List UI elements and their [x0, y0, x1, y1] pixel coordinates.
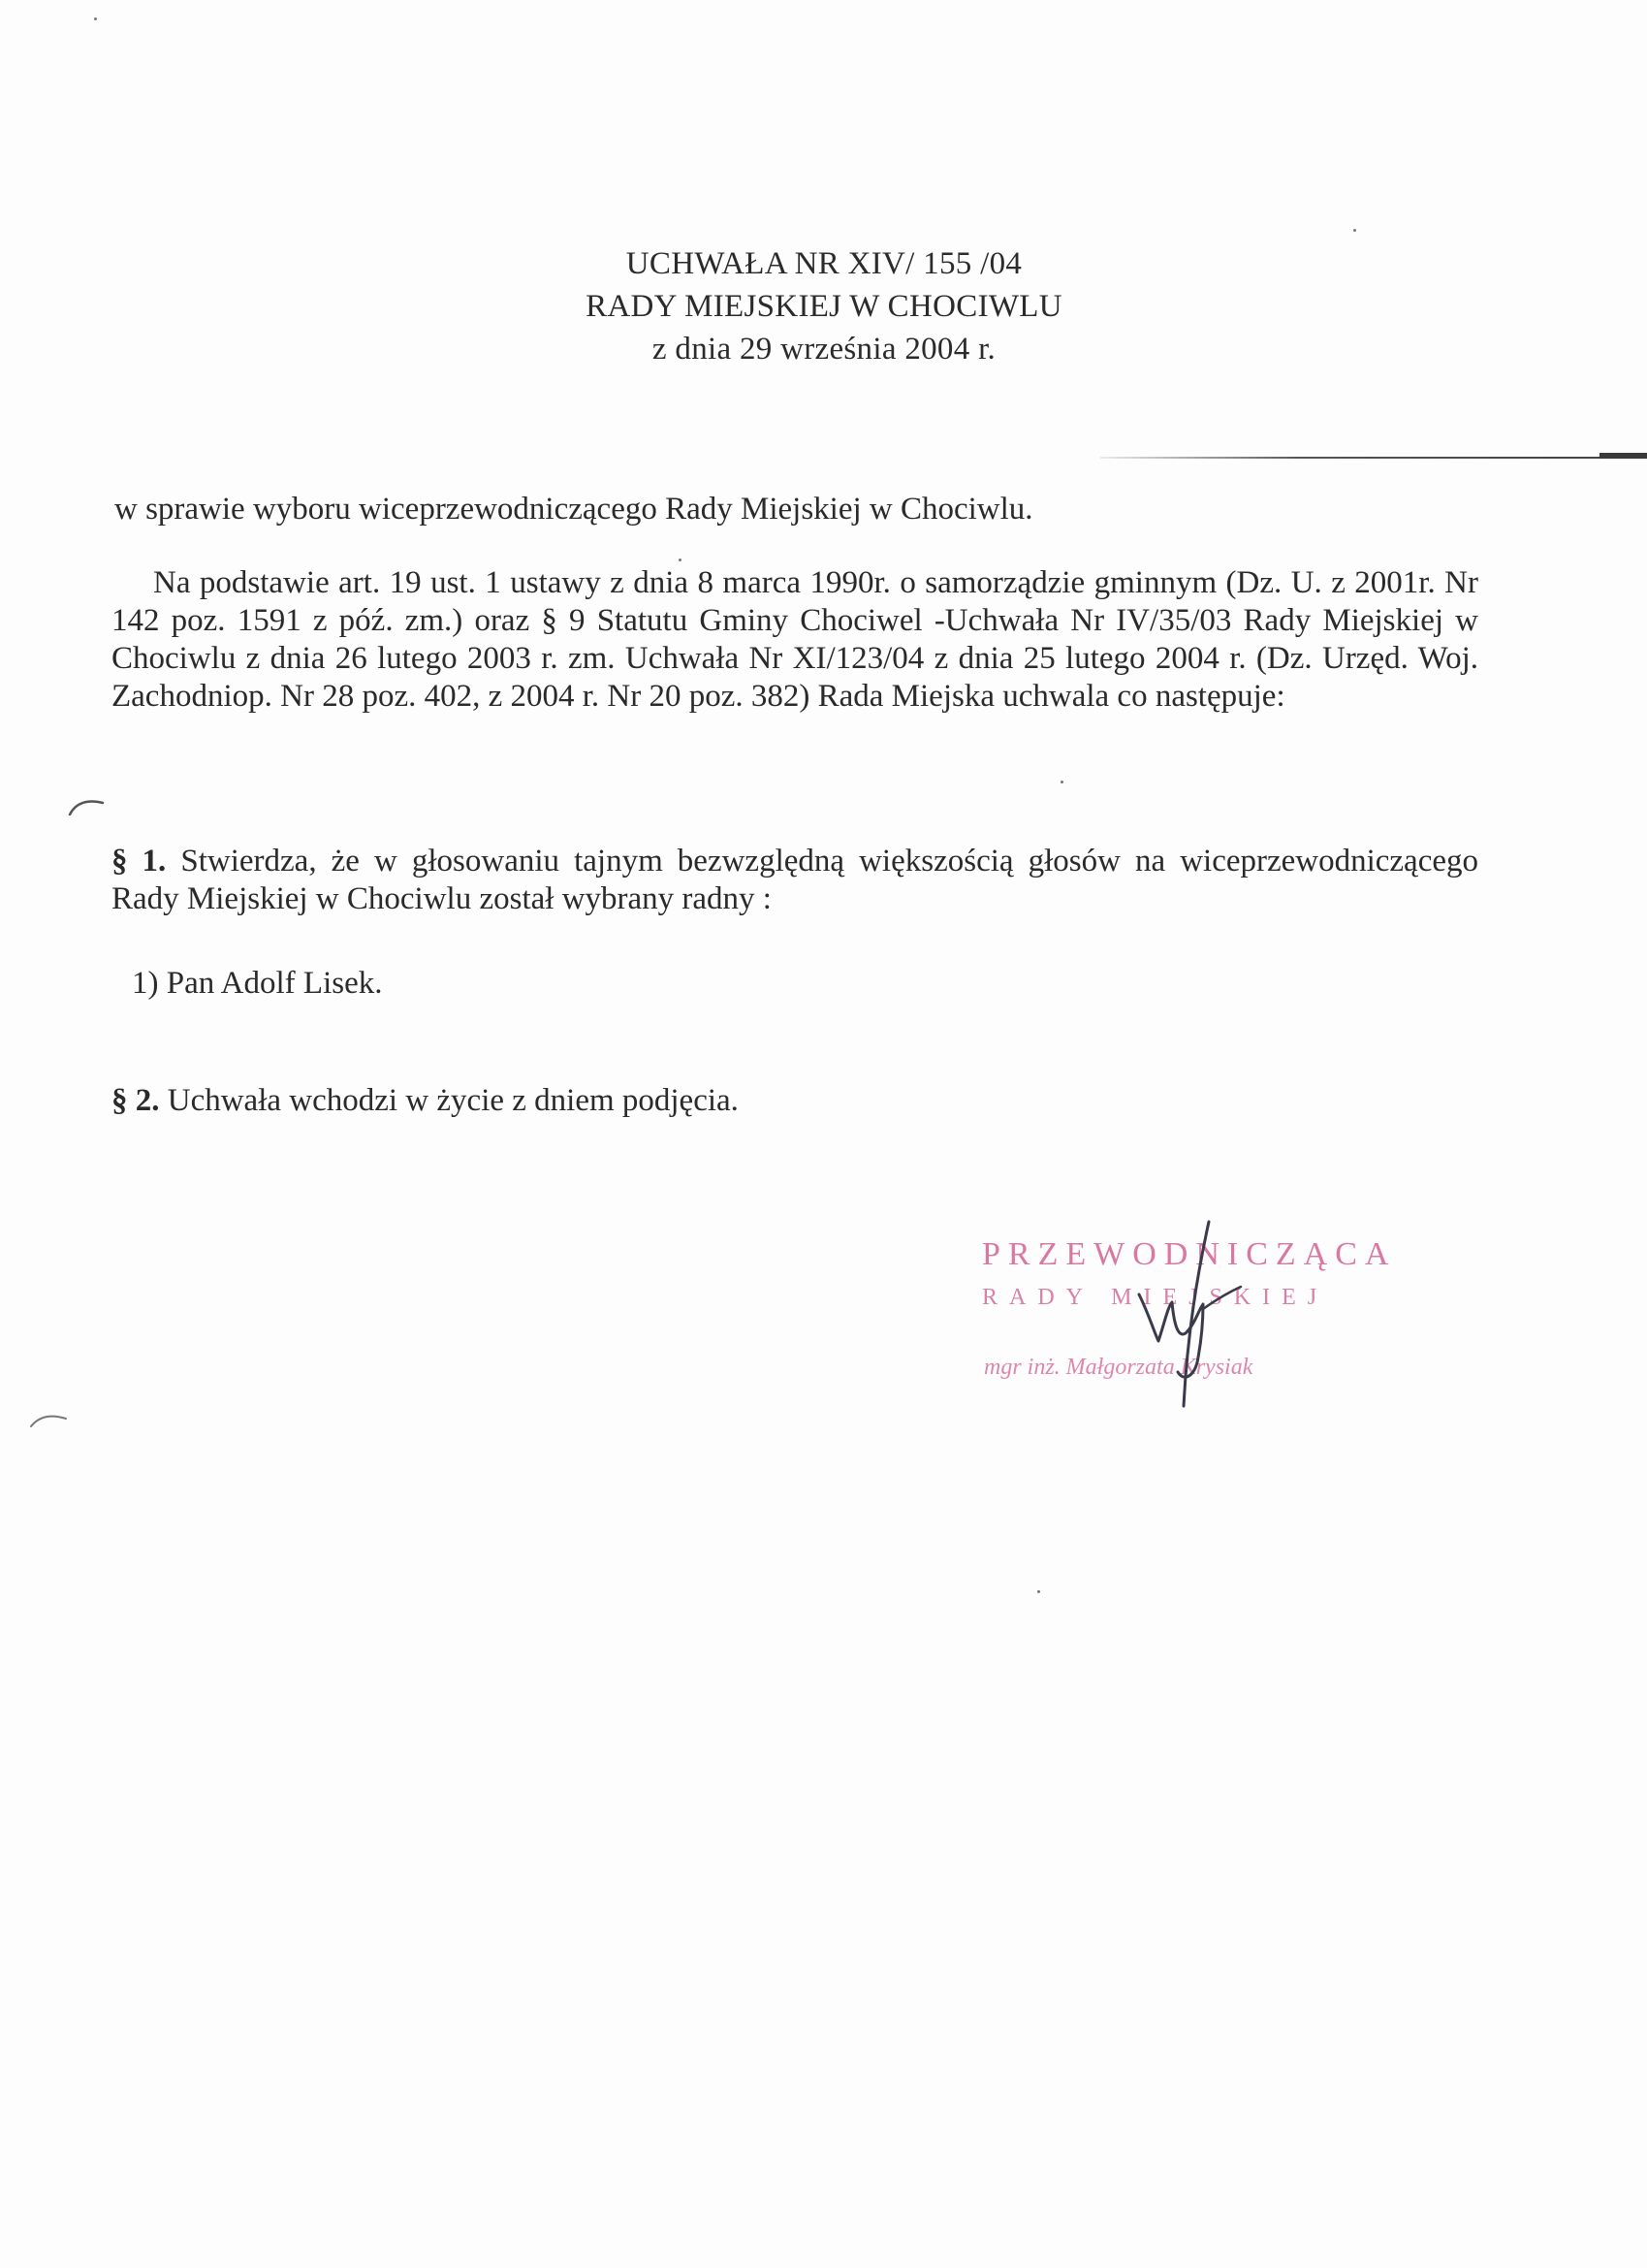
section-2 [111, 1079, 739, 1122]
issuing-body: RADY MIEJSKIEJ W CHOCIWLU [586, 289, 1062, 324]
section-2-label: § 2. [111, 1083, 160, 1118]
section-1-text: Stwierdza, że w głosowaniu tajnym bezwzględną większością głosów na wiceprzewodniczącego Rady Miejskiej w Chociwlu został wybrany radny : [111, 844, 1479, 916]
document-header [436, 242, 1212, 370]
scan-speck [1353, 229, 1356, 232]
scan-speck [94, 17, 97, 20]
scan-speck [679, 559, 681, 561]
scan-artifact-mark [29, 1411, 68, 1430]
elected-councillor-item: 1) Pan Adolf Lisek. [132, 966, 383, 1001]
stamp-name: mgr inż. Małgorzata Krysiak [984, 1355, 1253, 1380]
section-1-label: § 1. [111, 844, 167, 878]
stamp-body: RADY MIEJSKIEJ [982, 1285, 1329, 1310]
scan-artifact-rule [1100, 457, 1604, 459]
handwritten-signature [1120, 1217, 1255, 1411]
stamp-title: PRZEWODNICZĄCA [982, 1236, 1397, 1272]
scan-speck [1061, 781, 1063, 783]
resolution-date: z dnia 29 września 2004 r. [651, 332, 997, 367]
section-1 [111, 843, 1478, 918]
scan-artifact-rule-end [1599, 453, 1647, 459]
resolution-subject: w sprawie wyboru wiceprzewodniczącego Rady Miejskiej w Chociwlu. [114, 492, 1033, 527]
section-2-text: Uchwała wchodzi w życie z dniem podjęcia. [167, 1083, 739, 1118]
scan-artifact-mark [68, 797, 107, 816]
resolution-number: UCHWAŁA NR XIV/ 155 /04 [625, 246, 1023, 281]
scan-speck [1037, 1590, 1040, 1593]
legal-basis-paragraph: Na podstawie art. 19 ust. 1 ustawy z dnia 8 marca 1990r. o samorządzie gminnym (Dz. U. z 2001r. Nr 142 poz. 1591 z póź. zm.) oraz § 9 Statutu Gminy Chociwel -Uchwała Nr IV/35/03 Rady Miejskiej w Chociwlu z dnia 26 lutego 2003 r. zm. Uchwała Nr XI/123/04 z dnia 25 lutego 2004 r. (Dz. Urzęd. Woj. Zachodniop. Nr 28 poz. 402, z 2004 r. Nr 20 poz. 382) Rada Miejska uchwala co następuje: [111, 565, 1478, 714]
